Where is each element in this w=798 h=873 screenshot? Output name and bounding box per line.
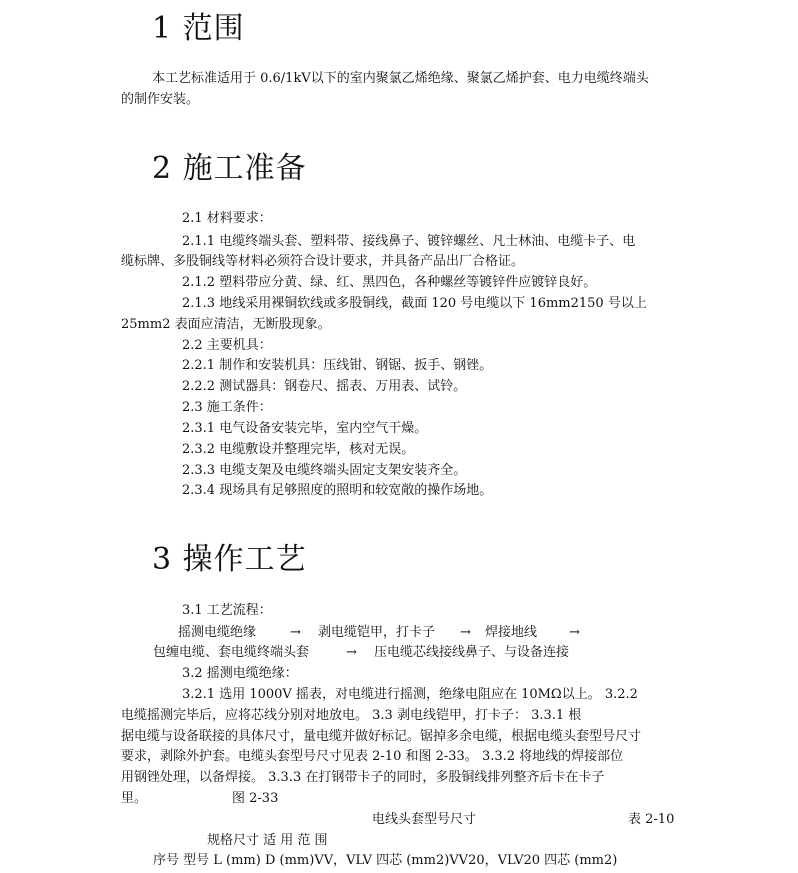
- arrow-right-icon: →: [346, 645, 357, 660]
- paragraph-line: 25mm2 表面应清洁，无断股现象。: [121, 317, 331, 332]
- section-3-heading: 3 操作工艺: [152, 542, 307, 577]
- flow-step: 包缠电缆、套电缆终端头套: [153, 645, 310, 660]
- section-2-heading: 2 施工准备: [152, 151, 307, 186]
- item-2-1-3: 2.1.3 地线采用裸铜软线或多股铜线，截面 120 号电缆以下 16mm2150 号以上: [182, 296, 647, 311]
- table-title: 电线头套型号尺寸: [372, 812, 477, 827]
- item-2-2-1: 2.2.1 制作和安装机具：压线钳、钢锯、扳手、钢锉。: [182, 358, 493, 373]
- paragraph-line: 里。: [121, 791, 148, 806]
- item-2-3-3: 2.3.3 电缆支架及电缆终端头固定支架安装齐全。: [182, 463, 467, 478]
- paragraph-line: 用钢锉处理，以备焊接。 3.3.3 在打钢带卡子的同时，多股铜线排列整齐后卡在卡子: [121, 770, 605, 785]
- paragraph-line: 要求，剥除外护套。电缆头套型号尺寸见表 2-10 和图 2-33。 3.3.2 将地线的焊接部位: [121, 749, 624, 764]
- flow-step: 摇测电缆绝缘: [178, 625, 257, 640]
- table-header-row: 序号 型号 L (mm) D (mm)VV，VLV 四芯 (mm2)VV20，VLV20 四芯 (mm2): [153, 853, 618, 868]
- item-2-3-4: 2.3.4 现场具有足够照度的照明和较宽敞的操作场地。: [182, 483, 493, 498]
- item-2-2: 2.2 主要机具：: [182, 338, 272, 353]
- paragraph-line: 本工艺标准适用于 0.6/1kV以下的室内聚氯乙烯绝缘、聚氯乙烯护套、电力电缆终端头: [152, 71, 649, 86]
- item-2-1: 2.1 材料要求：: [182, 211, 272, 226]
- flow-step: 焊接地线: [485, 625, 538, 640]
- item-2-1-2: 2.1.2 塑料带应分黄、绿、红、黑四色，各种螺丝等镀锌件应镀锌良好。: [182, 275, 597, 290]
- figure-reference: 图 2-33: [232, 791, 279, 806]
- paragraph-line: 的制作安装。: [121, 92, 200, 107]
- paragraph-line: 3.2.1 选用 1000V 摇表，对电缆进行摇测，绝缘电阻应在 10MΩ以上。 3.2.2: [182, 687, 638, 702]
- item-2-3: 2.3 施工条件：: [182, 400, 272, 415]
- arrow-right-icon: →: [569, 625, 580, 640]
- table-header-row: 规格尺寸 适 用 范 围: [207, 833, 328, 848]
- item-2-3-1: 2.3.1 电气设备安装完毕，室内空气干燥。: [182, 421, 428, 436]
- paragraph-line: 缆标牌、多股铜线等材料必须符合设计要求，并具备产品出厂合格证。: [121, 254, 525, 269]
- section-1-heading: 1 范围: [152, 11, 245, 46]
- arrow-right-icon: →: [460, 625, 471, 640]
- flow-step: 压电缆芯线接线鼻子、与设备连接: [374, 645, 570, 660]
- arrow-right-icon: →: [290, 625, 301, 640]
- table-number: 表 2-10: [628, 812, 675, 827]
- paragraph-line: 据电缆与设备联接的具体尺寸，量电缆并做好标记。锯掉多余电缆，根据电缆头套型号尺寸: [121, 729, 642, 744]
- item-2-3-2: 2.3.2 电缆敷设并整理完毕，核对无误。: [182, 442, 415, 457]
- item-2-1-1: 2.1.1 电缆终端头套、塑料带、接线鼻子、镀锌螺丝、凡士林油、电缆卡子、电: [182, 234, 636, 249]
- flow-step: 剥电缆铠甲，打卡子: [318, 625, 436, 640]
- item-3-1: 3.1 工艺流程：: [182, 603, 272, 618]
- item-2-2-2: 2.2.2 测试器具：钢卷尺、摇表、万用表、试铃。: [182, 379, 467, 394]
- item-3-2: 3.2 摇测电缆绝缘：: [182, 666, 298, 681]
- paragraph-line: 电缆摇测完毕后，应将芯线分别对地放电。 3.3 剥电线铠甲，打卡子： 3.3.1 根: [121, 708, 582, 723]
